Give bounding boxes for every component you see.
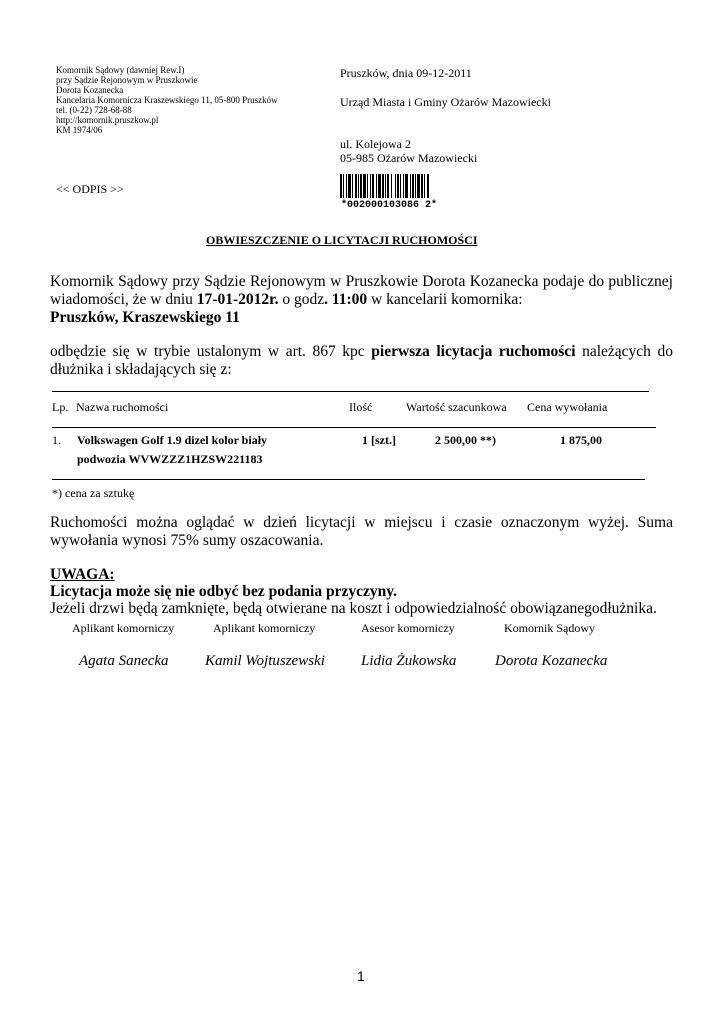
office-line: Kancelaria Komornicza Kraszewskiego 11, 05-800 Pruszków [56,95,278,105]
case-number: KM 1974/06 [56,125,103,135]
signature-role-3: Asesor komorniczy [361,621,455,635]
mode-bold: pierwsza licytacja ruchomości [371,343,576,360]
table-top-rule [52,391,649,392]
office-line: tel. (0-22) 728-68-88 [56,105,132,115]
office-block [56,65,278,135]
auction-date: 17-01-2012r. [196,291,279,308]
col-header-lp: Lp. [52,400,69,414]
signature-name-1: Agata Sanecka [79,653,169,669]
signature-role-4: Komornik Sądowy [504,621,595,635]
signature-role-1: Aplikant komorniczy [72,621,175,635]
row-name-line1: Volkswagen Golf 1.9 dizel kolor biały [77,433,268,447]
row-lp: 1. [52,433,61,447]
odpis-label: << ODPIS >> [56,182,124,196]
mode-paragraph [50,343,673,379]
table-bottom-rule [52,479,645,480]
recipient-street: ul. Kolejowa 2 [340,137,411,151]
col-header-qty: Ilość [349,400,373,414]
intro-text-a: Komornik Sądowy przy Sądzie Rejonowym w Pruszkowie Dorota Kozanecka podaje do publicznej wiadomości, że w dniu [50,273,673,308]
recipient-city: 05-985 Ożarów Mazowiecki [340,151,478,165]
table-header-rule [52,427,656,428]
col-header-name: Nazwa ruchomości [76,400,169,414]
document-title: OBWIESZCZENIE O LICYTACJI RUCHOMOŚCI [206,233,478,247]
row-name-line2: podwozia WVWZZZ1HZSW221183 [77,452,263,466]
office-line: Dorota Kozanecka [56,85,124,95]
row-price: 1 875,00 [560,433,602,447]
notice-line2: Jeżeli drzwi będą zamknięte, będą otwierane na koszt i odpowiedzialność obowiązanegodłużnika. [50,600,657,617]
recipient-name: Urząd Miasta i Gminy Ożarów Mazowiecki [340,95,551,109]
signature-name-2: Kamil Wojtuszewski [205,653,325,669]
auction-time: . 11:00 [324,291,368,308]
signature-role-2: Aplikant komorniczy [213,621,316,635]
table-footnote: *) cena za sztukę [52,486,135,500]
notice-label: UWAGA: [50,566,115,583]
viewing-paragraph: Ruchomości można oglądać w dzień licytacji w miejscu i czasie oznaczonym wyżej. Suma wywołania wynosi 75% sumy oszacowania. [50,514,673,549]
notice-line1: Licytacja może się nie odbyć bez podania przyczyny. [50,583,397,600]
row-qty: 1 [szt.] [362,433,396,447]
intro-text-c: w kancelarii komornika: [367,291,523,308]
signature-name-3: Lidia Żukowska [361,653,457,669]
intro-text-b: o godz [278,291,325,308]
barcode-text: *002000103086 2* [341,200,438,208]
mode-text-b: należących do dłużnika i składających się z: [50,343,674,378]
office-line: http://komornik.pruszkow.pl [56,115,159,125]
signature-name-4: Dorota Kozanecka [495,653,608,669]
intro-paragraph [50,273,673,327]
auction-location: Pruszków, Kraszewskiego 11 [50,309,240,326]
mode-text-a: odbędzie się w trybie ustalonym w art. 867 kpc [50,343,372,360]
col-header-value: Wartość szacunkowa [406,400,507,414]
office-line: Komornik Sądowy (dawniej Rew.I) [56,65,185,75]
page-number: 1 [357,968,365,984]
barcode-image [339,174,469,208]
row-value: 2 500,00 **) [435,433,496,447]
office-line: przy Sądzie Rejonowym w Pruszkowie [56,75,198,85]
col-header-price: Cena wywołania [527,400,608,414]
place-date: Pruszków, dnia 09-12-2011 [340,66,472,80]
